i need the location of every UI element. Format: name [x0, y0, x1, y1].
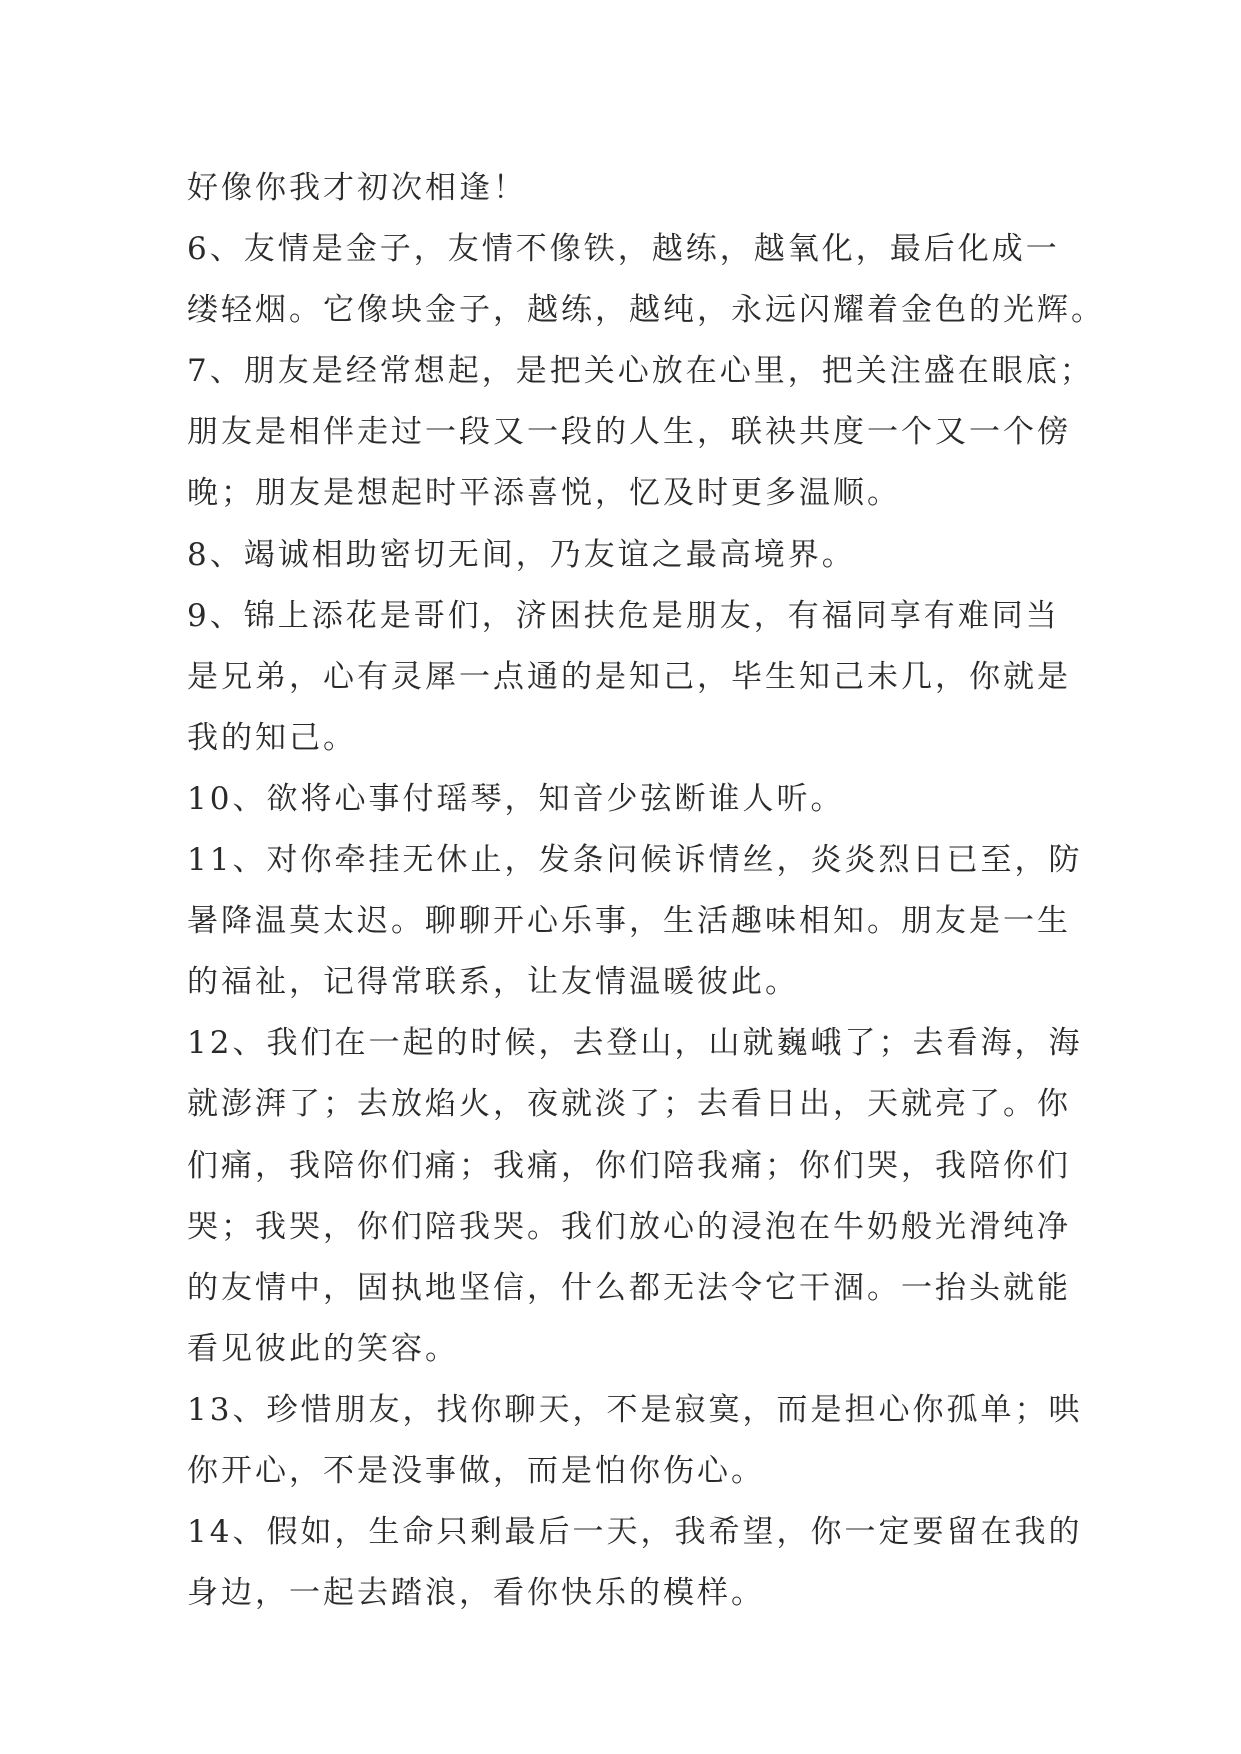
text-line: 9、锦上添花是哥们，济困扶危是朋友，有福同享有难同当: [187, 597, 1060, 634]
text-line: 哭；我哭，你们陪我哭。我们放心的浸泡在牛奶般光滑纯净: [187, 1208, 1071, 1245]
text-line: 11、对你牵挂无休止，发条问候诉情丝，炎炎烈日已至，防: [187, 842, 1083, 879]
text-line: 7、朋友是经常想起，是把关心放在心里，把关注盛在眼底；: [187, 353, 1094, 390]
text-line: 是兄弟，心有灵犀一点通的是知己，毕生知己未几，你就是: [187, 658, 1071, 695]
text-line: 的友情中，固执地坚信，什么都无法令它干涸。一抬头就能: [187, 1269, 1071, 1306]
text-line: 你开心，不是没事做，而是怕你伤心。: [187, 1452, 765, 1489]
document-body: [187, 158, 1105, 1624]
text-line: 看见彼此的笑容。: [187, 1330, 459, 1367]
text-line: 13、珍惜朋友，找你聊天，不是寂寞，而是担心你孤单；哄: [187, 1391, 1083, 1428]
text-line: 缕轻烟。它像块金子，越练，越纯，永远闪耀着金色的光辉。: [187, 292, 1105, 329]
text-line: 暑降温莫太迟。聊聊开心乐事，生活趣味相知。朋友是一生: [187, 903, 1071, 940]
text-line: 6、友情是金子，友情不像铁，越练，越氧化，最后化成一: [187, 231, 1060, 268]
text-line: 好像你我才初次相逢！: [187, 170, 527, 206]
text-line: 们痛，我陪你们痛；我痛，你们陪我痛；你们哭，我陪你们: [187, 1147, 1071, 1184]
text-line: 朋友是相伴走过一段又一段的人生，联袂共度一个又一个傍: [187, 414, 1071, 451]
text-line: 12、我们在一起的时候，去登山，山就巍峨了；去看海，海: [187, 1025, 1083, 1062]
text-line: 8、竭诚相助密切无间，乃友谊之最高境界。: [187, 536, 856, 573]
text-line: 的福祉，记得常联系，让友情温暖彼此。: [187, 964, 799, 1001]
text-line: 身边，一起去踏浪，看你快乐的模样。: [187, 1575, 765, 1612]
text-line: 10、欲将心事付瑶琴，知音少弦断谁人听。: [187, 780, 845, 817]
text-line: 14、假如，生命只剩最后一天，我希望，你一定要留在我的: [187, 1514, 1083, 1551]
text-line: 就澎湃了；去放焰火，夜就淡了；去看日出，天就亮了。你: [187, 1086, 1071, 1123]
text-line: 晚；朋友是想起时平添喜悦，忆及时更多温顺。: [187, 475, 901, 512]
text-line: 我的知己。: [187, 719, 357, 756]
